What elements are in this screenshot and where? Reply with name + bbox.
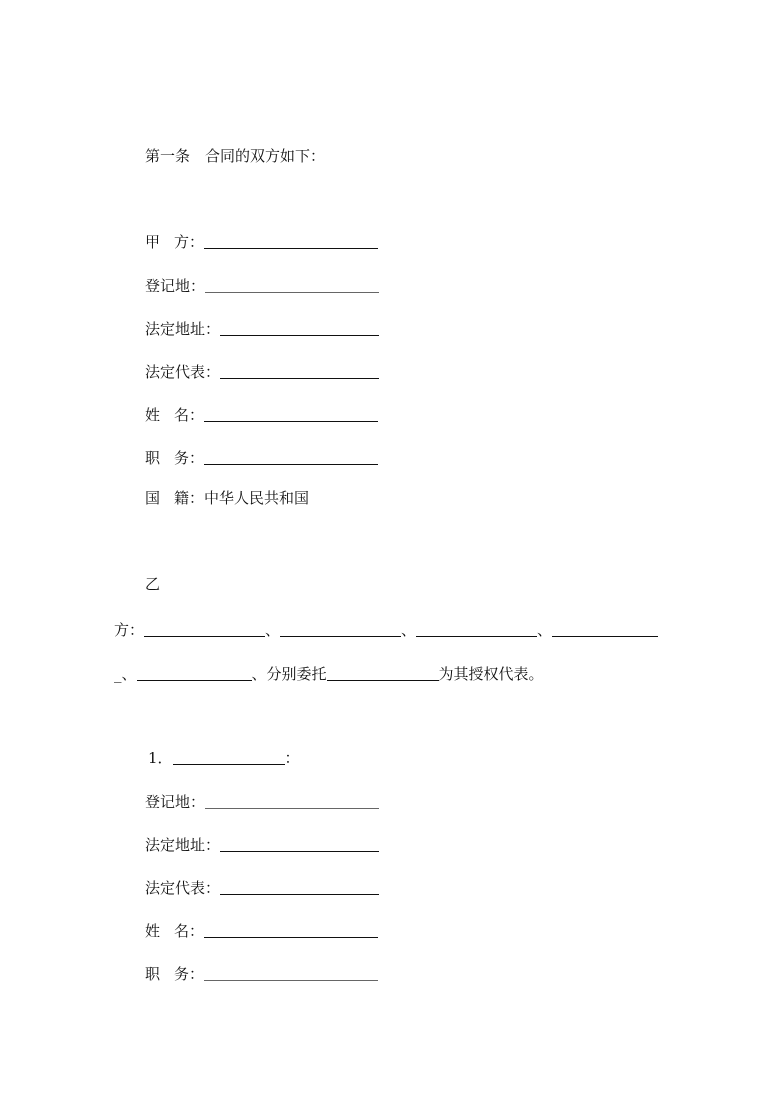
legal-address-label: 法定地址： xyxy=(145,836,221,854)
legal-address-field[interactable] xyxy=(220,835,379,852)
party-a-registry-row xyxy=(145,274,379,294)
nationality-value: 中华人民共和国 xyxy=(204,489,310,507)
name-label-1: 姓 xyxy=(145,406,161,424)
legal-address-label: 法定地址： xyxy=(145,320,221,338)
separator: 、 xyxy=(401,621,417,639)
registry-field[interactable] xyxy=(205,276,379,293)
separator: 、 xyxy=(265,621,281,639)
legal-rep-label: 法定代表： xyxy=(145,363,221,381)
party-b-line2-prefix: _、 xyxy=(114,665,137,683)
authorized-text: 为其授权代表。 xyxy=(438,665,544,683)
party-b-row-2 xyxy=(114,662,544,682)
position-label-1: 职 xyxy=(145,965,161,983)
party-a-label-2: 方： xyxy=(174,233,205,251)
party-a-nationality-row xyxy=(145,488,309,508)
legal-rep-field[interactable] xyxy=(220,878,379,895)
position-label-1: 职 xyxy=(145,449,161,467)
position-label-2: 务： xyxy=(174,449,205,467)
registry-label: 登记地： xyxy=(145,793,206,811)
sub-position-row xyxy=(145,962,378,982)
party-a-name-row xyxy=(145,403,378,423)
authorized-rep-field[interactable] xyxy=(327,664,439,681)
name-label-1: 姓 xyxy=(145,922,161,940)
sub-address-row xyxy=(145,833,379,853)
name-label-2: 名： xyxy=(174,922,205,940)
nationality-label-1: 国 xyxy=(145,489,161,507)
legal-rep-label: 法定代表： xyxy=(145,879,221,897)
sub-item-number: 1． xyxy=(148,749,173,767)
sub-name-row xyxy=(145,919,378,939)
party-b-field-5[interactable] xyxy=(137,664,252,681)
article-heading: 第一条 合同的双方如下： xyxy=(145,147,326,165)
party-a-address-row xyxy=(145,317,379,337)
legal-rep-field[interactable] xyxy=(220,362,379,379)
party-b-row-1 xyxy=(114,618,658,638)
legal-address-field[interactable] xyxy=(220,319,379,336)
name-label-2: 名： xyxy=(174,406,205,424)
party-a-rep-row xyxy=(145,360,379,380)
name-field[interactable] xyxy=(204,921,378,938)
registry-field[interactable] xyxy=(205,792,379,809)
party-a-position-row xyxy=(145,446,378,466)
party-b-field-3[interactable] xyxy=(416,620,537,637)
party-a-row xyxy=(145,230,378,250)
nationality-label-2: 籍： xyxy=(174,489,205,507)
name-field[interactable] xyxy=(204,405,378,422)
sub-registry-row xyxy=(145,790,379,810)
party-b-field-1[interactable] xyxy=(144,620,265,637)
registry-label: 登记地： xyxy=(145,277,206,295)
sub-rep-row xyxy=(145,876,379,896)
party-a-label-1: 甲 xyxy=(145,233,161,251)
party-b-field-2[interactable] xyxy=(280,620,401,637)
separator: 、 xyxy=(537,621,553,639)
sub-item-name-field[interactable] xyxy=(173,748,285,765)
party-a-name-field[interactable] xyxy=(204,232,378,249)
position-label-2: 务： xyxy=(174,965,205,983)
sub-item-colon: ： xyxy=(284,749,300,767)
position-field[interactable] xyxy=(204,448,378,465)
party-b-label-suffix: 方： xyxy=(114,621,145,639)
party-b-label: 乙 xyxy=(145,575,161,593)
entrust-text: 、分别委托 xyxy=(251,665,327,683)
sub-item-1-row xyxy=(148,746,300,766)
position-field[interactable] xyxy=(204,964,378,981)
party-b-field-4[interactable] xyxy=(552,620,658,637)
